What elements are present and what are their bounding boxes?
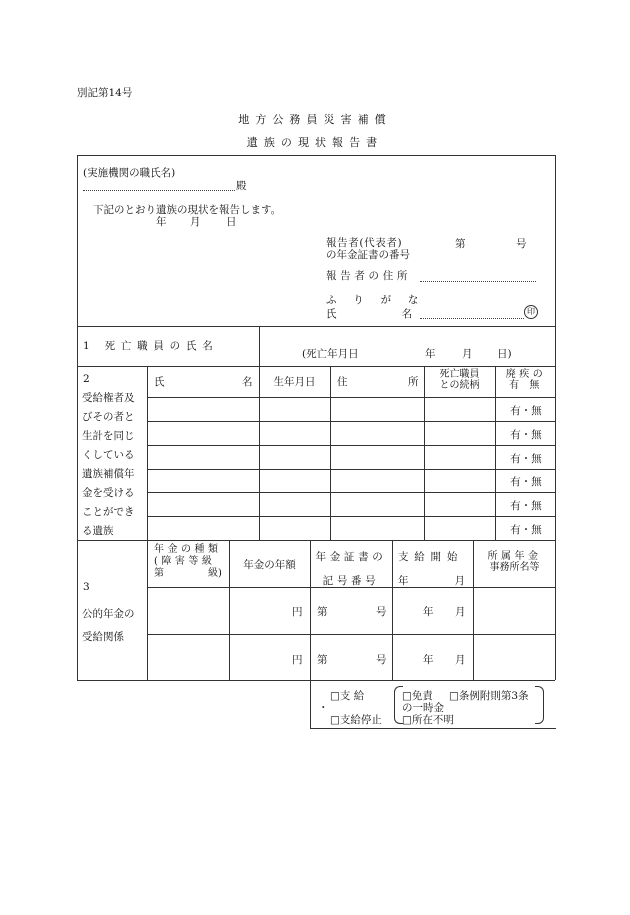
- header-pension-type: 年金の種類 (障害等級 第 級): [154, 544, 222, 579]
- section2-number: 2: [83, 373, 90, 385]
- row1-go: 号: [376, 606, 387, 618]
- date-day: 日: [226, 216, 237, 228]
- row2-go: 号: [376, 654, 387, 666]
- footer-item-pay: □支 給: [330, 690, 365, 702]
- reporter-dai: 第: [455, 238, 466, 250]
- title-line-2: 遺族の現状報告書: [246, 136, 384, 149]
- row3-disability: 有・無: [510, 453, 542, 465]
- footer-opt-exempt: □免責: [402, 690, 433, 702]
- row1-dai: 第: [317, 606, 328, 618]
- date-year: 年: [156, 216, 167, 228]
- row1-yen: 円: [292, 606, 303, 618]
- row2-month: 月: [455, 654, 466, 666]
- row2-year: 年: [423, 654, 434, 666]
- reporter-pension-label-1: 報告者(代表者): [326, 237, 403, 249]
- header-disability: 廃疾の 有 無: [505, 369, 547, 391]
- row2-disability: 有・無: [510, 429, 542, 441]
- seal-mark: 印: [524, 305, 538, 319]
- form-number: 別記第14号: [77, 87, 133, 99]
- intro-text: 下記のとおり遺族の現状を報告します。: [93, 204, 282, 216]
- reporter-furigana-label: ふりがな: [326, 294, 436, 306]
- section1-day: 日): [497, 348, 512, 360]
- reporter-go: 号: [516, 238, 527, 250]
- footer-opt-unknown: □所在不明: [402, 714, 454, 726]
- section3-label: 公的年金の 受給関係: [82, 608, 135, 643]
- header-start: 支給開始 年 月: [398, 551, 465, 587]
- section1-death-date-open: (死亡年月日: [302, 348, 359, 360]
- addressee-honorific: 殿: [236, 180, 247, 192]
- row1-disability: 有・無: [510, 405, 542, 417]
- header-relation: 死亡職員 との続柄: [439, 369, 480, 391]
- header-name-a: 氏: [154, 376, 165, 388]
- header-certificate: 年金証書の 記号番号: [315, 551, 387, 587]
- footer-opt-lumpsum: の一時金: [402, 702, 444, 714]
- header-annual-amount: 年金の年額: [243, 559, 296, 571]
- row5-disability: 有・無: [510, 500, 542, 512]
- row6-disability: 有・無: [510, 524, 542, 536]
- title-line-1: 地方公務員災害補償: [238, 113, 392, 126]
- footer-opt-supplementary: □条例附則第3条: [449, 690, 529, 702]
- reporter-name-label: 氏名: [326, 308, 478, 320]
- row1-month: 月: [455, 606, 466, 618]
- header-birth: 生年月日: [273, 376, 316, 388]
- section2-label: 受給権者及 びその者と 生計を同じ くしている 遺族補償年 金を受ける ことができ る遺族: [82, 392, 135, 537]
- reporter-address-label: 報告者の住所: [326, 270, 412, 282]
- section3-number: 3: [83, 581, 90, 593]
- reporter-pension-label-2: の年金証書の番号: [326, 249, 410, 261]
- addressee-label: (実施機関の職氏名): [83, 167, 176, 179]
- header-address-a: 住: [337, 376, 348, 388]
- header-address-b: 所: [408, 376, 419, 388]
- section1-year: 年: [425, 348, 436, 360]
- header-office: 所属年金 事務所名等: [487, 551, 542, 573]
- row4-disability: 有・無: [510, 476, 542, 488]
- footer-bullet: ・: [318, 702, 329, 714]
- row1-year: 年: [423, 606, 434, 618]
- section1-label: 1 死亡職員の氏名: [83, 340, 219, 352]
- date-month: 月: [190, 216, 201, 228]
- footer-item-suspend: □支給停止: [330, 714, 382, 726]
- header-name-b: 名: [242, 376, 253, 388]
- section1-month: 月: [462, 348, 473, 360]
- right-brace: [535, 686, 544, 724]
- row2-dai: 第: [317, 654, 328, 666]
- row2-yen: 円: [292, 654, 303, 666]
